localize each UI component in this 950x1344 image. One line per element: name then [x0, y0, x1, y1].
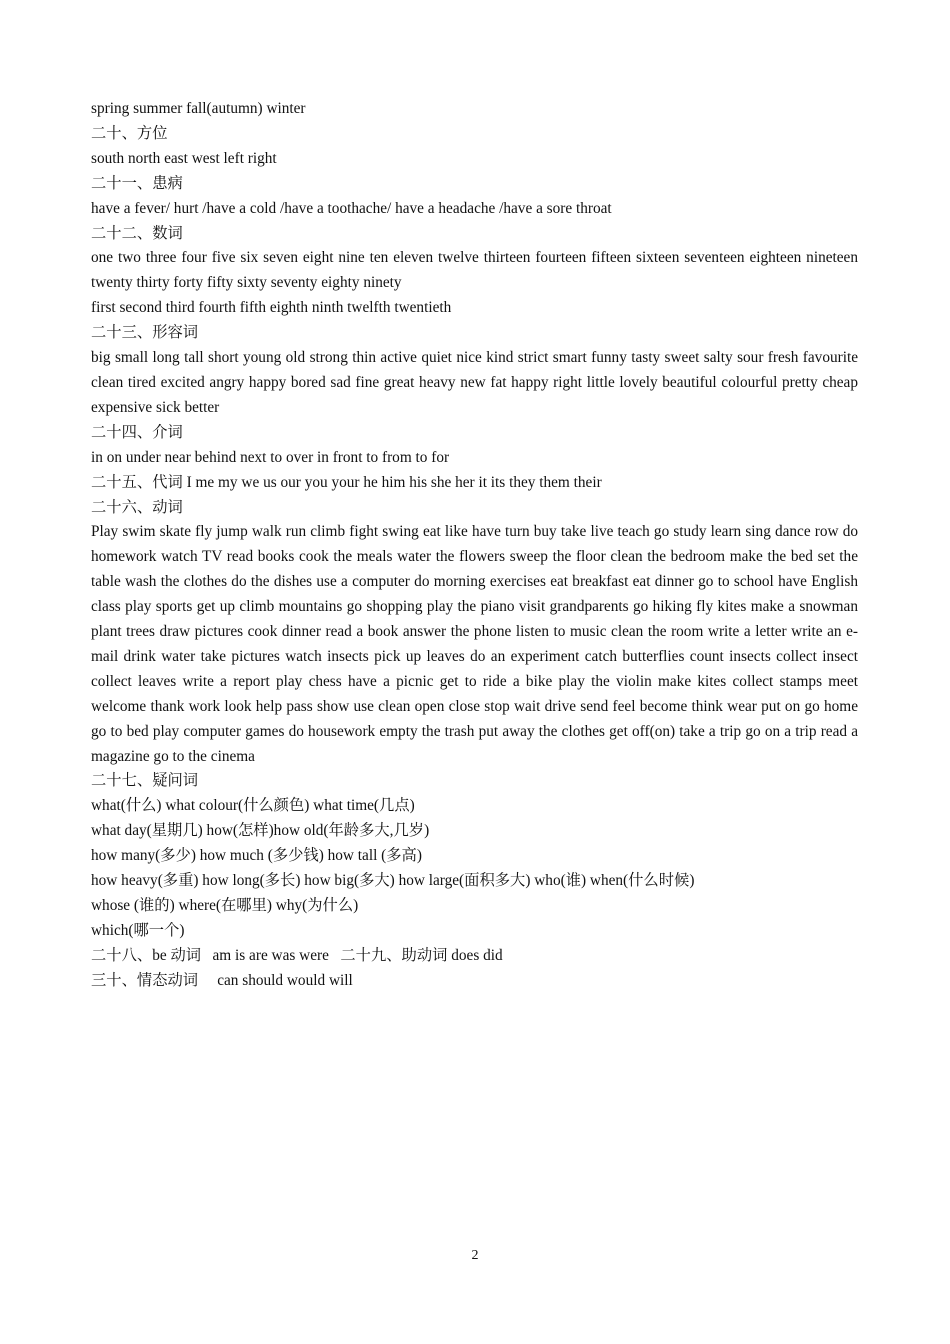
question-words-line: how heavy(多重) how long(多长) how big(多大) how large(面积多大) who(谁) when(什么时候): [91, 872, 695, 890]
question-words-line: whose (谁的) where(在哪里) why(为什么): [91, 897, 359, 914]
question-words-line: what day(星期几) how(怎样)how old(年龄多大,几岁): [91, 822, 430, 840]
section-heading-adjectives: 二十三、形容词: [91, 324, 199, 342]
verbs-words: Play swim skate fly jump walk run climb fight swing eat like have turn buy take live teach go study learn sing dance row do homework watch TV read books cook the meals water the flowers sweep the floor clean the bedroom make the bed set the table wash the clothes do the dishes use a computer do morning exercises eat breakfast eat dinner go to school have English class play sports get up climb mountains go shopping play the piano visit grandparents go hiking fly kites make a snowman plant trees draw pictures cook dinner read a book answer the phone listen to music clean the room write a letter write an e-mail drink water take pictures watch insects pick up leaves do an experiment catch butterflies count insects collect insect collect leaves write a report play chess have a picnic get to ride a bike play the violin make kites collect stamps meet welcome thank work look help pass show use clean open close stop wait drive send feel become think wear put on go home go to bed play computer games do housework empty the trash put away the clothes get off(on) take a trip go on a trip read a magazine go to the cinema: [91, 523, 858, 765]
cardinal-numbers: one two three four five six seven eight nine ten eleven twelve thirteen fourteen fifteen sixteen seventeen eighteen nineteen twenty thirty forty fifty sixty seventy eighty ninety: [91, 249, 858, 292]
section-pronouns: 二十五、代词 I me my we us our you your he him his she her it its they them their: [91, 473, 602, 491]
illness-words: have a fever/ hurt /have a cold /have a toothache/ have a headache /have a sore throat: [91, 199, 612, 217]
section-heading-question-words: 二十七、疑问词: [91, 772, 199, 790]
section-heading-prepositions: 二十四、介词: [91, 423, 183, 441]
adjectives-words: big small long tall short young old strong thin active quiet nice kind strict smart funny tasty sweet salty sour fresh favourite clean tired excited angry happy bored sad fine great heavy new fat happy right little lovely beautiful colourful pretty cheap expensive sick better: [91, 349, 858, 416]
page-number: 2: [471, 1248, 479, 1263]
section-heading-numbers: 二十二、数词: [91, 224, 183, 242]
question-words-line: how many(多少) how much (多少钱) how tall (多高): [91, 847, 422, 865]
section-heading-directions: 二十、方位: [91, 124, 168, 142]
section-heading-illness: 二十一、患病: [91, 174, 183, 192]
document-body: [91, 97, 858, 994]
question-words-line: what(什么) what colour(什么颜色) what time(几点): [91, 797, 415, 815]
section-modal-verbs: 三十、情态动词 can should would will: [91, 971, 353, 989]
section-be-and-auxiliary-verbs: 二十八、be 动词 am is are was were 二十九、助动词 does did: [91, 946, 503, 964]
directions-words: south north east west left right: [91, 149, 277, 167]
ordinal-numbers: first second third fourth fifth eighth ninth twelfth twentieth: [91, 299, 452, 317]
section-heading-verbs: 二十六、动词: [91, 498, 183, 516]
question-words-line: which(哪一个): [91, 921, 185, 939]
prepositions-words: in on under near behind next to over in front to from to for: [91, 448, 450, 466]
seasons-words: spring summer fall(autumn) winter: [91, 100, 306, 117]
